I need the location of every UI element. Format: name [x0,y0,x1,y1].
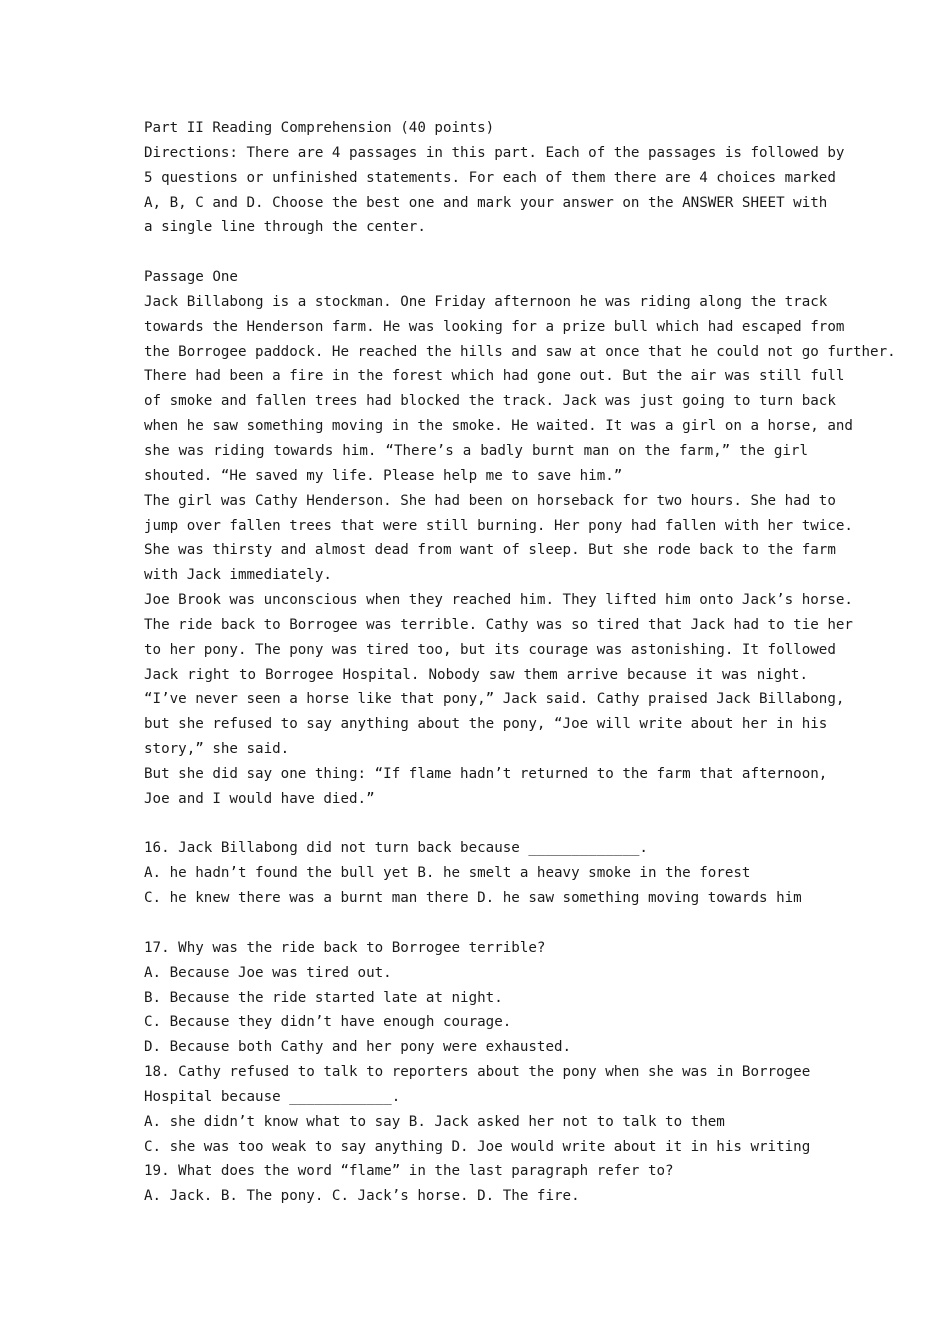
directions-line: A, B, C and D. Choose the best one and mark your answer on the ANSWER SHEET with [144,194,828,211]
question-17-option-a: A. Because Joe was tired out. [144,964,392,981]
passage-line: jump over fallen trees that were still burning. Her pony had fallen with her twice. [144,517,853,534]
question-18-options: A. she didn’t know what to say B. Jack asked her not to talk to them [144,1113,725,1130]
question-18-stem: Hospital because ____________. [144,1088,401,1105]
passage-line: but she refused to say anything about the pony, “Joe will write about her in his [144,716,828,733]
passage-line: Joe Brook was unconscious when they reached him. They lifted him onto Jack’s horse. [144,592,853,609]
question-17-option-c: C. Because they didn’t have enough courage. [144,1014,512,1031]
directions-line: a single line through the center. [144,219,426,236]
passage-line: The ride back to Borrogee was terrible. Cathy was so tired that Jack had to tie her [144,616,853,633]
passage-title: Passage One [144,269,238,286]
question-16-options: C. he knew there was a burnt man there D. he saw something moving towards him [144,890,802,907]
passage-line: story,” she said. [144,741,290,758]
directions-line: 5 questions or unfinished statements. For each of them there are 4 choices marked [144,169,836,186]
passage-line: shouted. “He saved my life. Please help me to save him.” [144,467,623,484]
passage-line: Jack right to Borrogee Hospital. Nobody saw them arrive because it was night. [144,666,808,683]
passage-line: There had been a fire in the forest which had gone out. But the air was still full [144,368,845,385]
passage-line: She was thirsty and almost dead from want of sleep. But she rode back to the farm [144,542,836,559]
passage-line: of smoke and fallen trees had blocked the track. Jack was just going to turn back [144,393,836,410]
question-18-stem: 18. Cathy refused to talk to reporters about the pony when she was in Borrogee [144,1064,811,1081]
question-19-options: A. Jack. B. The pony. C. Jack’s horse. D. The fire. [144,1188,580,1205]
question-16-options: A. he hadn’t found the bull yet B. he smelt a heavy smoke in the forest [144,865,751,882]
question-17-option-d: D. Because both Cathy and her pony were exhausted. [144,1039,572,1056]
question-17-stem: 17. Why was the ride back to Borrogee terrible? [144,939,546,956]
passage-line: she was riding towards him. “There’s a badly burnt man on the farm,” the girl [144,442,808,459]
question-18-options: C. she was too weak to say anything D. Joe would write about it in his writing [144,1138,811,1155]
passage-line: to her pony. The pony was tired too, but its courage was astonishing. It followed [144,641,836,658]
passage-line: when he saw something moving in the smoke. He waited. It was a girl on a horse, and [144,418,853,435]
passage-line: towards the Henderson farm. He was looking for a prize bull which had escaped from [144,318,845,335]
spacer [144,812,808,837]
question-19-stem: 19. What does the word “flame” in the last paragraph refer to? [144,1163,674,1180]
passage-line: Jack Billabong is a stockman. One Friday afternoon he was riding along the track [144,293,828,310]
passage-line: Joe and I would have died.” [144,790,375,807]
passage-line: The girl was Cathy Henderson. She had been on horseback for two hours. She had to [144,492,836,509]
spacer [144,240,808,265]
passage-line: “I’ve never seen a horse like that pony,” Jack said. Cathy praised Jack Billabong, [144,691,845,708]
passage-line: with Jack immediately. [144,567,332,584]
directions-line: Directions: There are 4 passages in this part. Each of the passages is followed by [144,144,845,161]
question-16-stem: 16. Jack Billabong did not turn back because _____________. [144,840,648,857]
section-title: Part II Reading Comprehension (40 points) [144,120,495,136]
spacer [144,911,808,936]
passage-line: the Borrogee paddock. He reached the hills and saw at once that he could not go further. [144,343,896,360]
document-page [144,116,896,1209]
question-17-option-b: B. Because the ride started late at night. [144,989,503,1006]
passage-line: But she did say one thing: “If flame hadn’t returned to the farm that afternoon, [144,765,828,782]
